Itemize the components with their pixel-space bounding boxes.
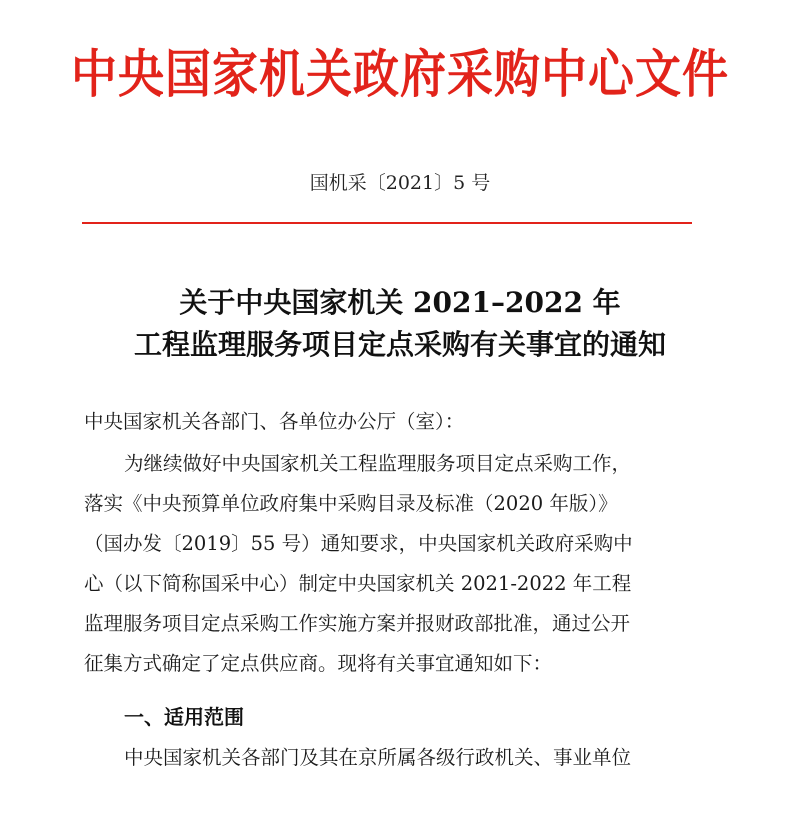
salutation: 中央国家机关各部门、各单位办公厅（室）： bbox=[84, 410, 465, 433]
paragraph-1-line: 落实《中央预算单位政府集中采购目录及标准（2020 年版）》 bbox=[84, 492, 618, 515]
paragraph-1-line: 监理服务项目定点采购工作实施方案并报财政部批准，通过公开 bbox=[84, 612, 631, 635]
paragraph-1-line: 征集方式确定了定点供应商。现将有关事宜通知如下： bbox=[84, 652, 553, 675]
paragraph-1-line: 为继续做好中央国家机关工程监理服务项目定点采购工作， bbox=[124, 452, 632, 475]
document-masthead: 中央国家机关政府采购中心文件 bbox=[71, 43, 729, 105]
section-1-heading: 一、适用范围 bbox=[124, 705, 244, 729]
section-1-paragraph bbox=[84, 738, 714, 778]
paragraph-1-line: 心（以下简称国采中心）制定中央国家机关 2021-2022 年工程 bbox=[84, 572, 632, 595]
paragraph-1-line: （国办发〔2019〕55 号）通知要求，中央国家机关政府采购中 bbox=[84, 532, 633, 555]
title-line-1: 关于中央国家机关 2021–2022 年 bbox=[179, 286, 621, 319]
title-line-2: 工程监理服务项目定点采购有关事宜的通知 bbox=[133, 328, 666, 361]
document-title bbox=[0, 282, 800, 366]
red-separator-line bbox=[82, 222, 692, 224]
document-number: 国机采〔2021〕5 号 bbox=[309, 172, 491, 194]
paragraph-1 bbox=[84, 444, 714, 684]
section-1-line: 中央国家机关各部门及其在京所属各级行政机关、事业单位 bbox=[124, 746, 632, 769]
